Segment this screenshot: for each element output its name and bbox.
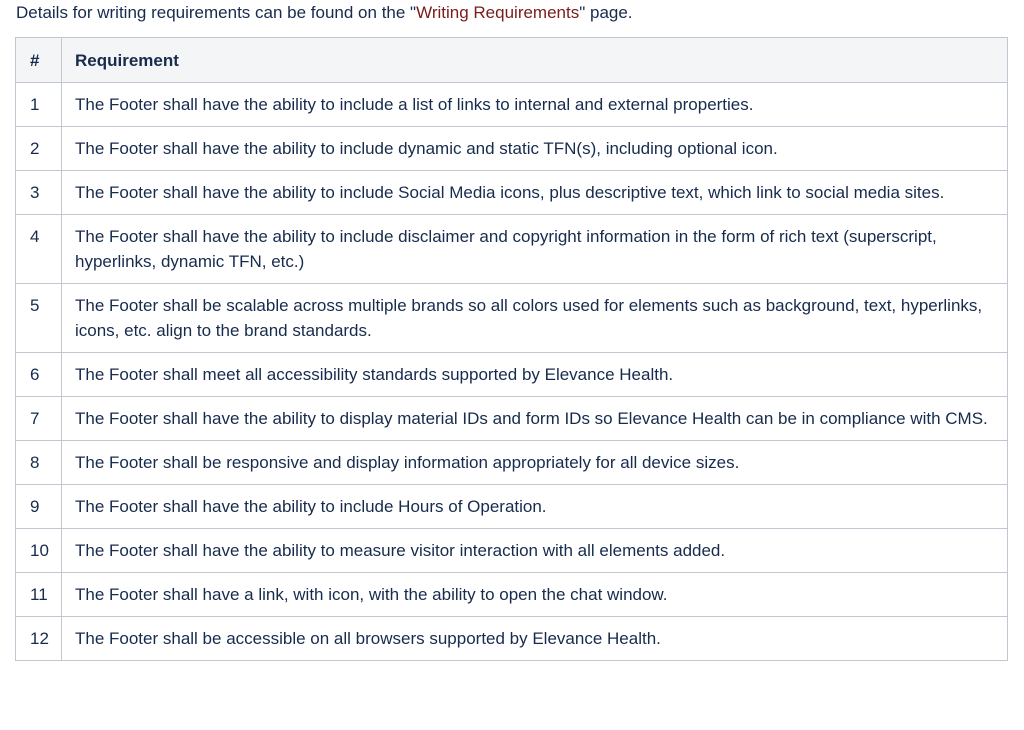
row-requirement: The Footer shall have the ability to include a list of links to internal and external properties. — [62, 83, 1008, 127]
table-row — [16, 617, 1008, 661]
table-row — [16, 573, 1008, 617]
header-row — [16, 38, 1008, 83]
column-header-number: # — [16, 38, 62, 83]
row-number: 1 — [16, 83, 62, 127]
intro-prefix: Details for writing requirements can be found on the " — [16, 3, 417, 22]
row-requirement: The Footer shall be accessible on all browsers supported by Elevance Health. — [62, 617, 1008, 661]
table-row — [16, 441, 1008, 485]
row-requirement: The Footer shall have the ability to include dynamic and static TFN(s), including optional icon. — [62, 127, 1008, 171]
table-row — [16, 171, 1008, 215]
row-number: 11 — [16, 573, 62, 617]
table-row — [16, 127, 1008, 171]
table-row — [16, 215, 1008, 284]
row-requirement: The Footer shall have the ability to include disclaimer and copyright information in the form of rich text (superscript, hyperlinks, dynamic TFN, etc.) — [62, 215, 1008, 284]
row-number: 3 — [16, 171, 62, 215]
row-requirement: The Footer shall be responsive and display information appropriately for all device sizes. — [62, 441, 1008, 485]
writing-requirements-link[interactable]: Writing Requirements — [416, 3, 580, 22]
row-requirement: The Footer shall have the ability to include Hours of Operation. — [62, 485, 1008, 529]
table-row — [16, 284, 1008, 353]
row-requirement: The Footer shall meet all accessibility standards supported by Elevance Health. — [62, 353, 1008, 397]
row-number: 7 — [16, 397, 62, 441]
row-number: 10 — [16, 529, 62, 573]
row-number: 6 — [16, 353, 62, 397]
row-requirement: The Footer shall be scalable across multiple brands so all colors used for elements such as background, text, hyperlinks, icons, etc. align to the brand standards. — [62, 284, 1008, 353]
intro-text — [16, 3, 633, 23]
row-number: 8 — [16, 441, 62, 485]
table-row — [16, 353, 1008, 397]
row-requirement: The Footer shall have the ability to measure visitor interaction with all elements added. — [62, 529, 1008, 573]
table-row — [16, 397, 1008, 441]
row-requirement: The Footer shall have the ability to include Social Media icons, plus descriptive text, which link to social media sites. — [62, 171, 1008, 215]
table-row — [16, 529, 1008, 573]
row-number: 5 — [16, 284, 62, 353]
table-row — [16, 83, 1008, 127]
row-requirement: The Footer shall have a link, with icon, with the ability to open the chat window. — [62, 573, 1008, 617]
row-requirement: The Footer shall have the ability to display material IDs and form IDs so Elevance Health can be in compliance with CMS. — [62, 397, 1008, 441]
requirements-table — [15, 37, 1008, 661]
table-row — [16, 485, 1008, 529]
row-number: 12 — [16, 617, 62, 661]
row-number: 4 — [16, 215, 62, 284]
row-number: 2 — [16, 127, 62, 171]
column-header-requirement: Requirement — [62, 38, 1008, 83]
row-number: 9 — [16, 485, 62, 529]
intro-suffix: " page. — [579, 3, 633, 22]
